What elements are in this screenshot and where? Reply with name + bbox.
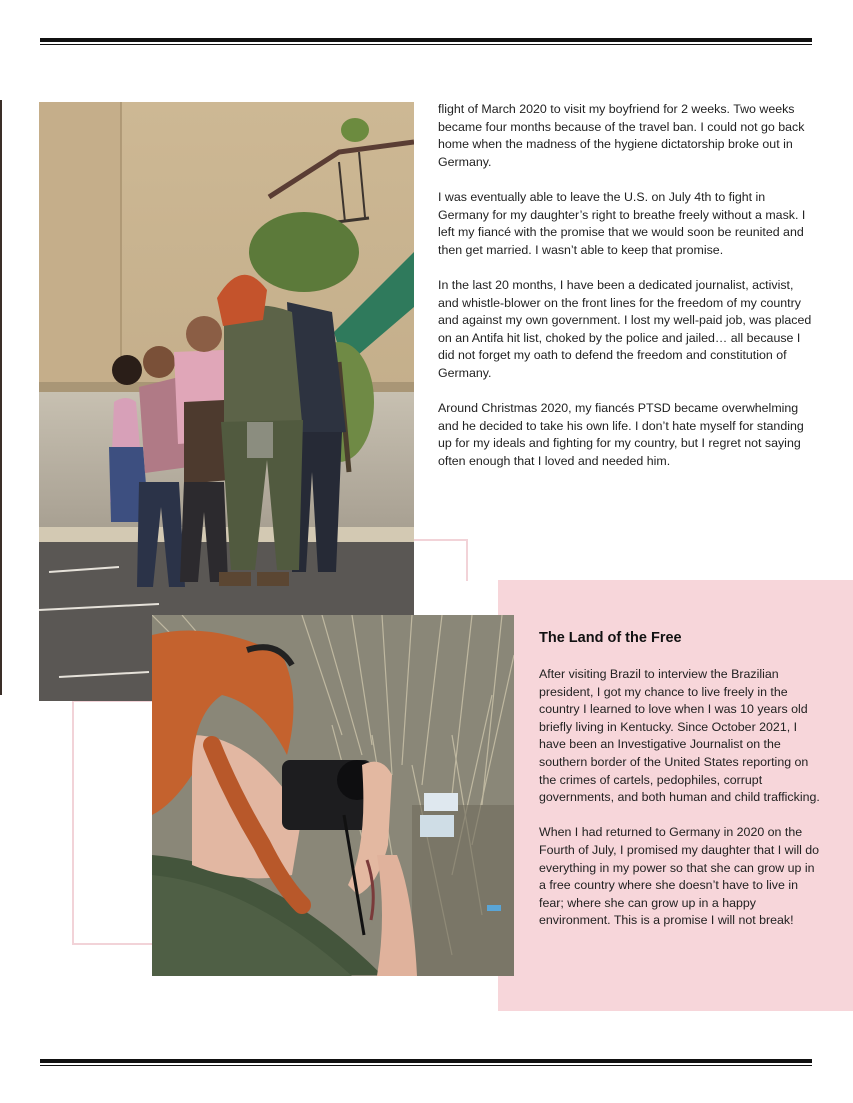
bottom-rule	[40, 1059, 812, 1066]
article-paragraph: flight of March 2020 to visit my boyfriend for 2 weeks. Two weeks became four months because of the travel ban. I could not go back home when the madness of the hygiene dictatorship broke out in Germany.	[438, 102, 805, 169]
left-edge-strip	[0, 100, 2, 695]
sidebar-article	[539, 628, 821, 948]
sidebar-paragraph: When I had returned to Germany in 2020 on the Fourth of July, I promised my daughter that I will do everything in my power so that she can grow up in a free country where she doesn’t have to live in fear; where she can grow up in a happy environment. This is a promise I will not break!	[539, 825, 820, 928]
top-rule	[40, 38, 812, 45]
sidebar-heading: The Land of the Free	[539, 630, 682, 646]
playground-photo	[39, 102, 414, 701]
article-body	[438, 101, 813, 488]
camera-photo	[152, 615, 514, 976]
decorative-frame-left	[72, 700, 155, 945]
sidebar-paragraph: After visiting Brazil to interview the Brazilian president, I got my chance to live freely in the country I learned to love when I was 10 years old briefly living in Kentucky. Since October 2021, I have been an Investigative Journalist on the southern border of the United States reporting on the crimes of cartels, pedophiles, corrupt governments, and both human and child trafficking.	[539, 667, 820, 805]
decorative-frame-right	[414, 539, 468, 581]
article-paragraph: In the last 20 months, I have been a dedicated journalist, activist, and whistle-blower on the front lines for the freedom of my country and against my own government. I lost my well-paid job, was placed on an Antifa hit list, choked by the police and jailed… all because I did not forget my oath to defend the freedom and constitution of Germany.	[438, 277, 812, 380]
article-paragraph: Around Christmas 2020, my fiancés PTSD became overwhelming and he decided to take his own life. I don’t hate myself for standing up for my ideals and fighting for my country, but I regret not saying often enough that I loved and needed him.	[438, 401, 804, 468]
article-paragraph: I was eventually able to leave the U.S. on July 4th to fight in Germany for my daughter’s right to breathe freely without a mask. I left my fiancé with the promise that we would soon be reunited and then get married. I wasn’t able to keep that promise.	[438, 189, 806, 257]
